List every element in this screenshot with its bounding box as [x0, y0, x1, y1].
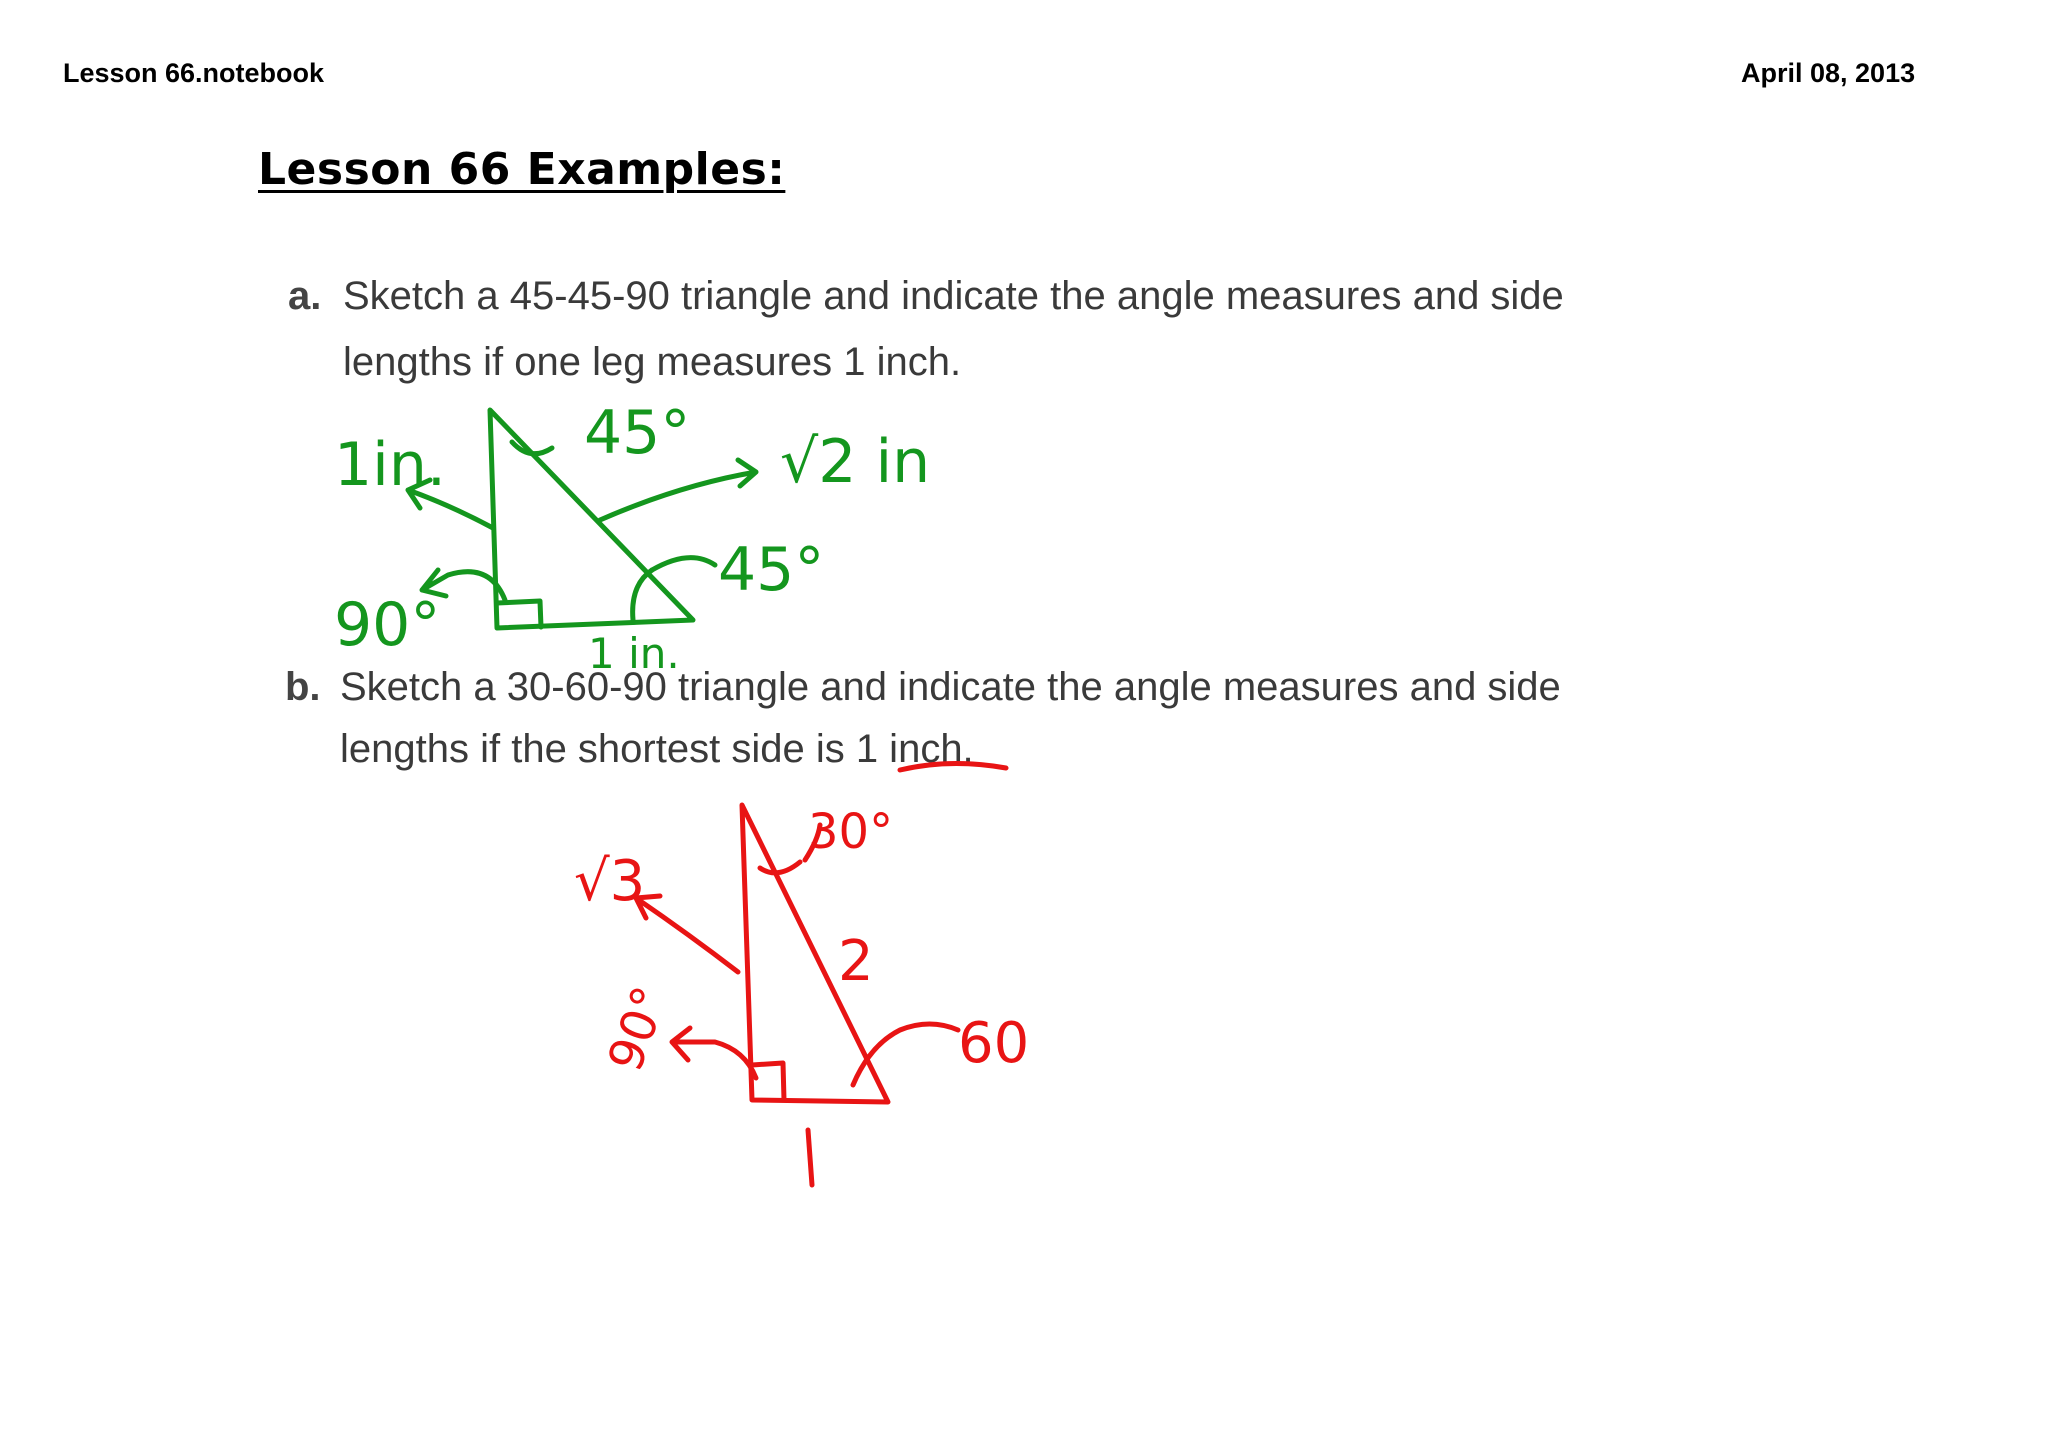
sketch-b-label-90: 90°	[597, 979, 680, 1079]
problem-b-line-1: Sketch a 30-60-90 triangle and indicate the angle measures and side	[340, 665, 1561, 709]
sketch-a-right-angle-mark	[497, 601, 541, 627]
sketch-a-label-sqrt2in: √2 in	[780, 427, 931, 497]
underline-1-inch	[900, 763, 1006, 770]
sketch-b-bottom-angle-arc	[853, 1024, 958, 1085]
notebook-file-name: Lesson 66.notebook	[63, 58, 325, 88]
sketch-b-right-angle-arrow	[672, 1028, 756, 1078]
sketch-b-leg-arrow	[636, 896, 738, 972]
sketch-b-label-2: 2	[838, 929, 874, 994]
problem-b-line-2: lengths if the shortest side is 1 inch.	[340, 727, 974, 771]
problem-b-letter: b.	[285, 665, 321, 709]
sketch-b-right-angle-mark	[752, 1063, 784, 1100]
sketch-a-label-1in: 1in.	[334, 430, 446, 500]
sketch-a-label-90: 90°	[334, 590, 441, 660]
sketch-a-label-45-bottom: 45°	[718, 535, 825, 605]
sketch-b-bottom-leg-mark	[808, 1130, 812, 1185]
sketch-a-bottom-angle-leader	[652, 558, 715, 570]
sketch-b-top-angle-arc	[760, 862, 800, 873]
lesson-title: Lesson 66 Examples:	[258, 144, 786, 195]
sketch-b-label-60: 60	[958, 1011, 1030, 1076]
sketch-b-30-60-90	[574, 804, 1029, 1186]
problem-a-letter: a.	[288, 274, 322, 318]
sketch-a-hypotenuse-arrow	[600, 460, 756, 520]
sketch-b-label-sqrt3: √3	[574, 849, 646, 914]
problem-a-line-1: Sketch a 45-45-90 triangle and indicate the angle measures and side	[343, 274, 1564, 318]
sketch-a-top-angle-arc	[512, 442, 552, 454]
sketch-b-label-30: 30°	[808, 804, 894, 860]
problem-a-line-2: lengths if one leg measures 1 inch.	[343, 340, 962, 384]
sketch-a-label-45-top: 45°	[584, 398, 691, 468]
sketch-a-label-bottom-leg: 1 in.	[588, 629, 680, 678]
sketch-a-45-45-90	[334, 398, 930, 678]
page-date: April 08, 2013	[1741, 58, 1916, 88]
